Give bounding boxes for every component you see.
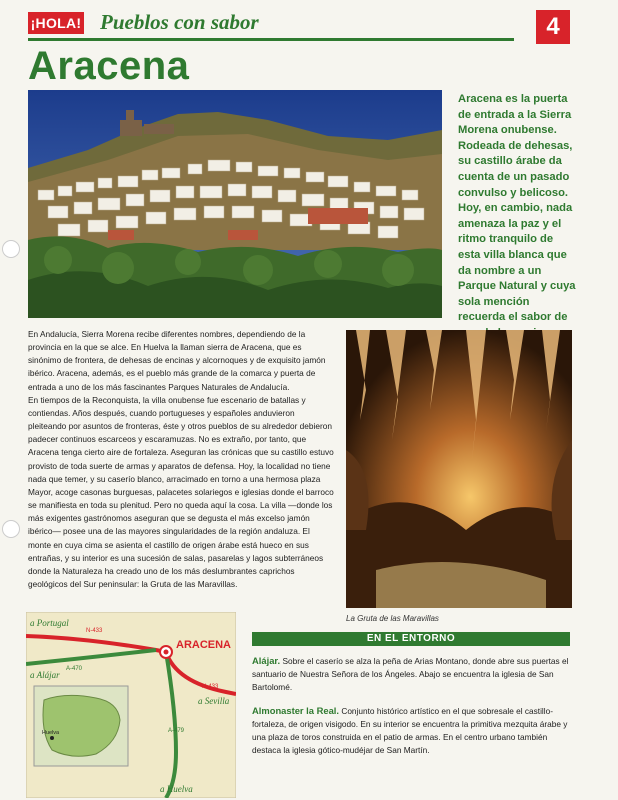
location-map xyxy=(26,612,236,798)
entorno-heading: EN EL ENTORNO xyxy=(252,632,570,646)
inset-label-huelva: Huelva xyxy=(42,730,60,736)
map-label-a479: A-479 xyxy=(168,728,185,734)
body-paragraph-1: En Andalucía, Sierra Morena recibe diferentes nombres, dependiendo de la provincia en la que se alce. En Huelva la llaman sierra de Aracena, que es sinónimo de frontera, de dehesas de encinas y alcornoques y de exquisito jamón ibérico. Aracena, además, es el pueblo más grande de la comarca y puerta de entrada a uno de los más fascinantes Parques Naturales de Andalucía. xyxy=(28,329,326,392)
article-body xyxy=(28,328,334,591)
map-label-n433-right: N-433 xyxy=(202,684,219,690)
cave-photo xyxy=(346,330,572,608)
entry-text: Sobre el caserío se alza la peña de Arias Montano, donde abre sus puertas el santuario de Nuestra Señora de los Ángeles. Abajo se encuentra la iglesia de San Bartolomé. xyxy=(252,656,569,693)
map-label-portugal: a Portugal xyxy=(30,618,69,628)
map-label-n433-top: N-433 xyxy=(86,628,103,634)
series-title: Pueblos con sabor xyxy=(100,10,259,34)
aracena-town-photo xyxy=(28,90,442,318)
entorno-entry-almonaster xyxy=(252,704,570,757)
hola-logo: ¡HOLA! xyxy=(28,12,84,34)
entry-name: Alájar. xyxy=(252,655,281,666)
binder-hole-top xyxy=(2,240,20,258)
binder-hole-bottom xyxy=(2,520,20,538)
map-label-sevilla: a Sevilla xyxy=(198,696,230,706)
page-title: Aracena xyxy=(28,44,190,88)
map-label-alajar: a Alájar xyxy=(30,670,60,680)
map-label-a470: A-470 xyxy=(66,666,83,672)
page-number-badge: 4 xyxy=(536,10,570,44)
entry-name: Almonaster la Real. xyxy=(252,705,340,716)
entorno-entry-alajar xyxy=(252,654,570,694)
cave-caption: La Gruta de las Maravillas xyxy=(346,614,439,623)
intro-text: Aracena es la puerta de entrada a la Sierra Morena onubense. Rodeada de dehesas, su castillo árabe da cuenta de un pasado convulso y belicoso. Hoy, en cambio, nada amenaza la paz y el ritmo tranquilo de esta villa blanca que da nombre a un Parque Natural y cuya sola mención recuerda el sabor de xyxy=(458,93,576,324)
header-rule xyxy=(28,38,514,41)
map-label-huelva: a Huelva xyxy=(160,784,193,794)
entry-text: Conjunto histórico artístico en el que sobresale el castillo-fortaleza, de origen visigodo. En su interior se encuentra la primitiva mezquita árabe y una plaza de toros construida en el patio de armas. En el centro urbano también destaca la iglesia gótico-mudéjar de San Martín. xyxy=(252,706,568,756)
body-paragraph-2: En tiempos de la Reconquista, la villa onubense fue escenario de batallas y contiendas. Años después, cuando portugueses y españoles anduvieron pleiteando por asuntos de fronteras, éste y otros pueblos de su alrededor debieron padecer continuos escarceos y escaramuzas. No es extraño, por tanto, que Aracena tenga cierto aire de fortaleza. Aseguran las crónicas que su castillo estuvo provisto de toda suerte de armas y aparatos de defensa. Hoy, la localidad no tiene nada que temer, y su caserío blanco, arracimado en torno a una hermosa plaza Mayor, acoge casonas burguesas, palacetes solariegos e iglesias donde el barroco se manifiesta en toda su plenitud. Pero no queda aquí la cosa. La villa —donde los más exigentes gastrónomos aseguran que se degusta el más excelso jamón ibérico— posee una de las mayores singularidades de la región andaluza. El monte en cuya cima se asienta el castillo de origen árabe está hueco en sus entrañas, y su interior es una sucesión de salas, pasarelas y lagos subterráneos donde la Naturaleza ha creado uno de los más deslumbrantes caprichos geológicos del Sur peninsular: la Gruta de las Maravillas. xyxy=(28,394,334,589)
map-town-label: ARACENA xyxy=(176,639,231,651)
